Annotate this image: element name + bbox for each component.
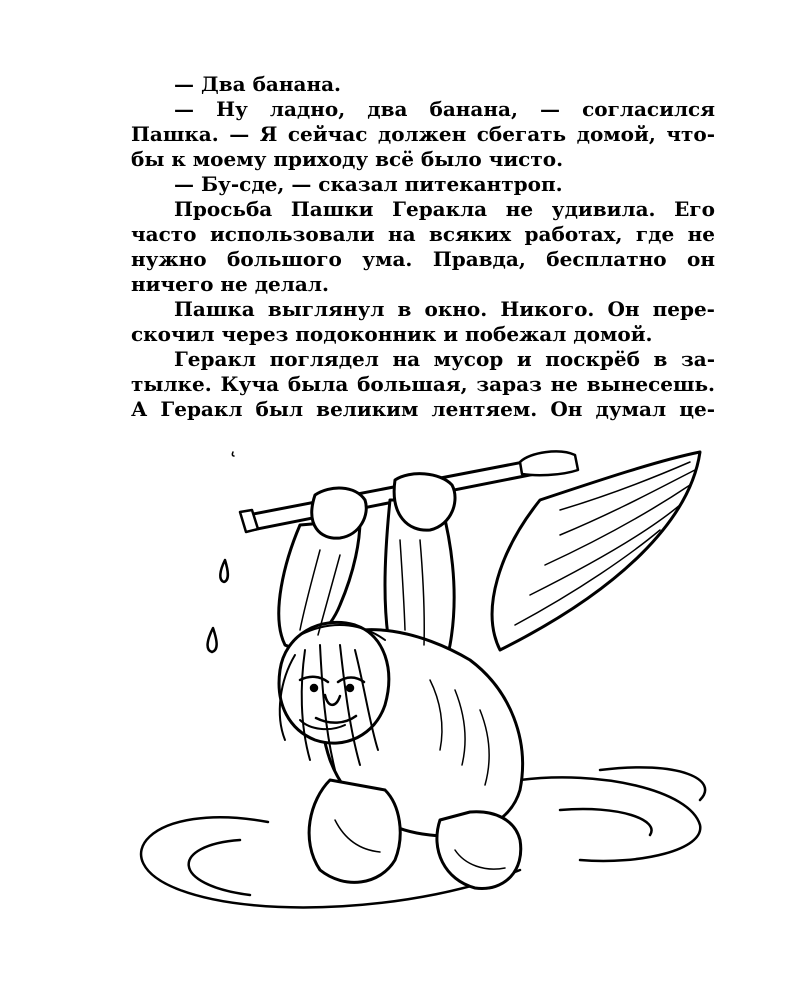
text-line: часто использовали на всяких работах, где не <box>131 222 715 246</box>
text-line: Просьба Пашки Геракла не удивила. Его <box>174 197 715 221</box>
text-line: Пашка выглянул в окно. Никого. Он пере- <box>174 297 715 321</box>
text-line: — Два банана. <box>174 72 342 96</box>
text-line: бы к моему приходу всё было чисто. <box>131 147 564 171</box>
broom-bristles <box>492 452 700 650</box>
text-line: нужно большого ума. Правда, бесплатно он <box>131 247 715 271</box>
text-line: А Геракл был великим лентяем. Он думал це- <box>131 397 715 421</box>
text-line: Геракл поглядел на мусор и поскрёб в за- <box>174 347 715 371</box>
text-line: скочил через подоконник и побежал домой. <box>131 322 653 346</box>
text-line: тылке. Куча была большая, зараз не вынесешь. <box>131 372 715 396</box>
text-line: ничего не делал. <box>131 272 329 296</box>
pithecanthropus-with-broom-illustration <box>0 440 800 1000</box>
creature-body <box>279 474 523 889</box>
text-line: — Ну ладно, два банана, — согласился <box>174 97 715 121</box>
sweat-drops <box>208 452 234 652</box>
book-text <box>131 72 715 422</box>
text-line: Пашка. — Я сейчас должен сбегать домой, что- <box>131 122 715 146</box>
text-line: — Бу-сде, — сказал питекантроп. <box>174 172 563 196</box>
